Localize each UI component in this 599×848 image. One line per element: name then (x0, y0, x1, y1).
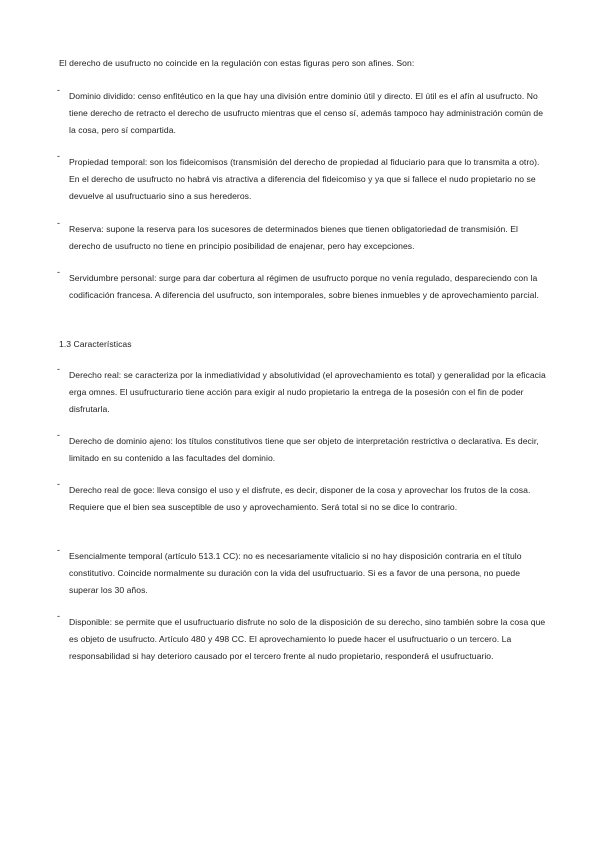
bullet-dash: - (57, 151, 61, 161)
intro-paragraph: El derecho de usufructo no coincide en la regulación con estas figuras pero son afines. Son: (59, 58, 415, 68)
bullet-dash: - (57, 364, 61, 374)
list-item-text: Derecho real de goce: lleva consigo el uso y el disfrute, es decir, disponer de la cosa y aprovechar los frutos de la cosa. Requiere que el bien sea susceptible de uso y aprovechamiento. Será total si no se dice lo contrario. (69, 485, 531, 512)
bullet-dash: - (57, 611, 61, 621)
list-item-text: Disponible: se permite que el usufructuario disfrute no solo de la disposición de su derecho, sino también sobre la cosa que es objeto de usufructo. Artículo 480 y 498 CC. El aprovechamiento lo puede hacer el usufructuario o un tercero. La responsabilidad si hay deterioro causado por el tercero frente al nudo propietario, responderá el usufructuario. (69, 617, 546, 661)
list-item-text: Propiedad temporal: son los fideicomisos (transmisión del derecho de propiedad al fiduciario para que lo transmita a otro). En el derecho de usufructo no habrá vis atractiva a diferencia del fideicomiso y ya que si fallece el nudo propietario no se devuelve al usufructuario sino a sus herederos. (69, 157, 540, 201)
list-item-text: Reserva: supone la reserva para los sucesores de determinados bienes que tienen obligatoriedad de transmisión. El derecho de usufructo no tiene en principio posibilidad de enajenar, pero hay excepciones. (69, 224, 518, 251)
bullet-dash: - (57, 218, 61, 228)
bullet-dash: - (57, 430, 61, 440)
bullet-dash: - (57, 545, 61, 555)
list-item-text: Derecho de dominio ajeno: los títulos constitutivos tiene que ser objeto de interpretación restrictiva o declarativa. Es decir, limitado en su contenido a las facultades del dominio. (69, 436, 539, 463)
section-heading: 1.3 Características (59, 339, 132, 349)
bullet-dash: - (57, 267, 61, 277)
list-item-text: Dominio dividido: censo enfitéutico en la que hay una división entre dominio útil y directo. El útil es el afín al usufructo. No tiene derecho de retracto el derecho de usufructo mientras que el censo sí, además tampoco hay administración común de la cosa, pero sí compartida. (69, 91, 544, 135)
bullet-dash: - (57, 479, 61, 489)
list-item-text: Esencialmente temporal (artículo 513.1 CC): no es necesariamente vitalicio si no hay disposición contraria en el título constitutivo. Coincide normalmente su duración con la vida del usufructuario. Si es a favor de una persona, no puede superar los 30 años. (69, 551, 522, 595)
list-item-text: Servidumbre personal: surge para dar cobertura al régimen de usufructo porque no venía regulado, despareciendo con la codificación francesa. A diferencia del usufructo, son intemporales, sobre bienes inmuebles y de aprovechamiento parcial. (69, 273, 539, 300)
bullet-dash: - (57, 85, 61, 95)
list-item-text: Derecho real: se caracteriza por la inmediatividad y absolutividad (el aprovechamiento es total) y generalidad por la eficacia erga omnes. El usufructurario tiene acción para exigir al nudo propietario la entrega de la posesión con el fin de poder disfrutarla. (69, 370, 546, 414)
